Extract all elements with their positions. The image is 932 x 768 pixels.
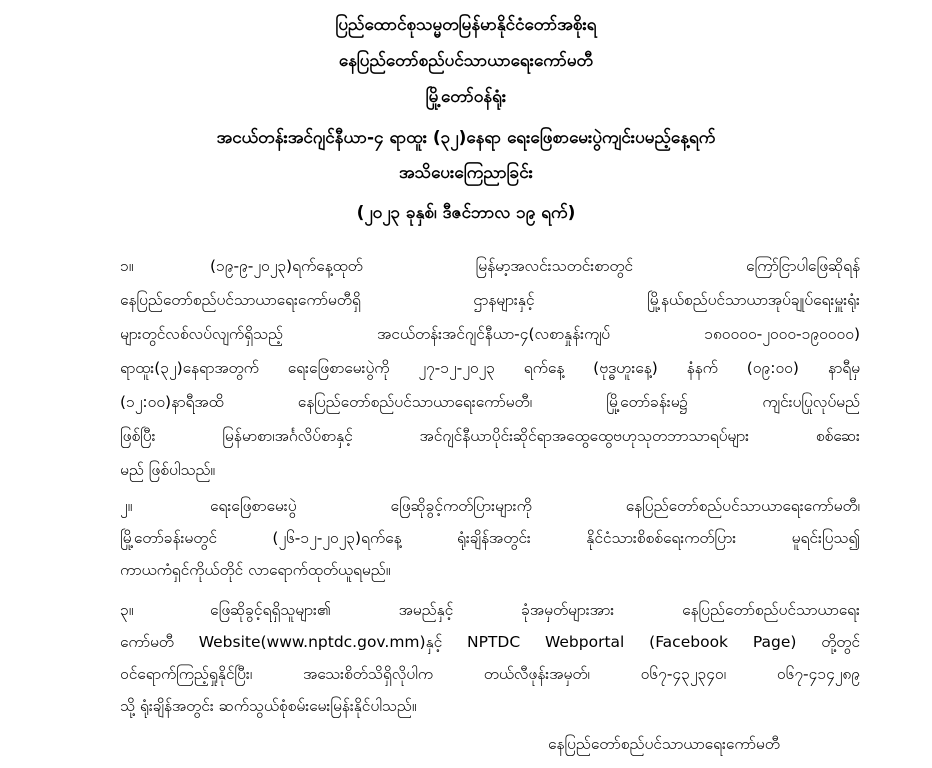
paragraph-first-line: (၁၉-၉-၂၀၂၃)ရက်နေ့ထုတ် မြန်မာ့အလင်းသတင်းစာတွင် ကြော်ငြာပါဖြေဆိုရန် (210, 257, 860, 275)
paragraph-line: များတွင်လစ်လပ်လျက်ရှိသည့် အငယ်တန်းအင်ဂျင်နီယာ-၄(လစာနှုန်းကျပ် ၁၈၀၀၀၀-၂၀၀၀-၁၉၀၀၀၀) (120, 325, 860, 343)
paragraph-line: ရာထူး(၃၂)နေရာအတွက် ရေးဖြေစာမေးပွဲကို ၂၇-၁၂-၂၀၂၃ ရက်နေ့ (ဗုဒ္ဓဟူးနေ့) နံနက် (၀၉:၀၀) နာရီမှ (120, 359, 860, 377)
paragraph-number: ၂။ (120, 497, 133, 515)
paragraph-line: ကော်မတီ Website(www.nptdc.gov.mm)နှင့် NPTDC Webportal (Facebook Page) တို့တွင် (120, 633, 860, 651)
paragraph-first-line: ရေးဖြေစာမေးပွဲ ဖြေဆိုခွင့်ကတ်ပြားများကို နေပြည်တော်စည်ပင်သာယာရေးကော်မတီ၊ (210, 497, 860, 515)
paragraph-line: ဝင်ရောက်ကြည့်ရှုနိုင်ပြီး၊ အသေးစိတ်သိရှိလိုပါက တယ်လီဖုန်းအမှတ်၊ ၀၆၇-၄၃၂၃၄၀၊ ၀၆၇-၄၁၄၂၈၉ (120, 665, 860, 683)
paragraph-line: မည် ဖြစ်ပါသည်။ (120, 461, 216, 479)
paragraph-line: နေပြည်တော်စည်ပင်သာယာရေးကော်မတီရှိ ဌာနများနှင့် မြို့နယ်စည်ပင်သာယာအုပ်ချုပ်ရေးမှူးရုံး (120, 291, 860, 309)
paragraph-line: (၁၂:၀၀)နာရီအထိ နေပြည်တော်စည်ပင်သာယာရေးကော်မတီ၊ မြို့တော်ခန်းမ၌ ကျင်းပပြုလုပ်မည် (120, 393, 860, 411)
announcement-date: (၂၀၂၃ ခုနှစ်၊ ဒီဇင်ဘာလ ၁၉ ရက်) (356, 203, 576, 223)
announcement-title: အငယ်တန်းအင်ဂျင်နီယာ-၄ ရာထူး (၃၂)နေရာ ရေးဖြေစာမေးပွဲကျင်းပမည့်နေ့ရက် (216, 128, 716, 148)
office-name: မြို့တော်ဝန်ရုံး (425, 87, 507, 107)
government-name: ပြည်ထောင်စုသမ္မတမြန်မာနိုင်ငံတော်အစိုးရ (335, 15, 597, 35)
paragraph-line: ဖြစ်ပြီး မြန်မာစာ၊အင်္ဂလိပ်စာနှင့် အင်ဂျင်နီယာပိုင်းဆိုင်ရာအထွေထွေဗဟုသုတဘာသာရပ်များ စစ်ဆေး (120, 427, 860, 445)
announcement-subtitle: အသိပေးကြေညာခြင်း (399, 163, 533, 183)
committee-name: နေပြည်တော်စည်ပင်သာယာရေးကော်မတီ (338, 51, 594, 71)
paragraph-number: ၁။ (120, 257, 134, 275)
paragraph-line: ကာယကံရှင်ကိုယ်တိုင် လာရောက်ထုတ်ယူရမည်။ (120, 561, 391, 579)
paragraph-line: သို့ ရုံးချိန်အတွင်း ဆက်သွယ်စုံစမ်းမေးမြန်းနိုင်ပါသည်။ (120, 697, 417, 715)
paragraph-line: မြို့တော်ခန်းမတွင် (၂၆-၁၂-၂၀၂၃)ရက်နေ့ ရုံးချိန်အတွင်း နိုင်ငံသားစိစစ်ရေးကတ်ပြား မူရင်းပြသ၍ (120, 529, 860, 547)
issuer-signature: နေပြည်တော်စည်ပင်သာယာရေးကော်မတီ (548, 735, 780, 753)
paragraph-number: ၃။ (120, 601, 134, 619)
paragraph-first-line: ဖြေဆိုခွင့်ရရှိသူများ၏ အမည်နှင့် ခုံအမှတ်များအား နေပြည်တော်စည်ပင်သာယာရေး (210, 601, 860, 619)
